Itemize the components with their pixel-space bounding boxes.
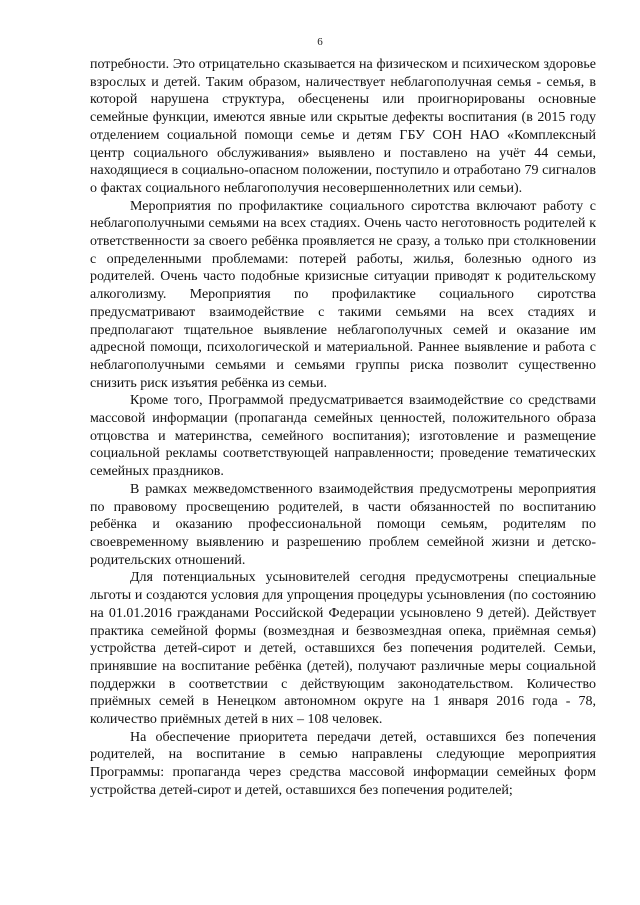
paragraph-media-cooperation: Кроме того, Программой предусматривается взаимодействие со средствами массовой информации (пропаганда семейных ценностей, положительного образа отцовства и материнства, семейного воспитания); изготовление и размещение социальной рекламы соответствующей направленности; проведение тематических семейных праздников. [90, 393, 596, 480]
paragraph-legal-education: В рамках межведомственного взаимодействия предусмотрены мероприятия по правовому просвещению родителей, в части обязанностей по воспитанию ребёнка и оказанию профессиональной помощи семьям, родителям по своевременному выявлению и разрешению проблем семейной жизни и детско-родительских отношений. [90, 481, 596, 568]
page-number: 6 [317, 36, 323, 48]
document-body [90, 56, 596, 800]
paragraph-family-placement-priority: На обеспечение приоритета передачи детей, оставшихся без попечения родителей, на воспитание в семью направлены следующие мероприятия Программы: пропаганда через средства массовой информации семейных форм устройства детей-сирот и детей, оставшихся без попечения родителей; [90, 729, 596, 798]
paragraph-family-dysfunction: потребности. Это отрицательно сказывается на физическом и психическом здоровье взрослых и детей. Таким образом, наличествует неблагополучная семья - семья, в которой нарушена структура, обесценены или проигнорированы основные семейные функции, имеются явные или скрытые дефекты воспитания (в 2015 году отделением социальной помощи семье и детям ГБУ СОН НАО «Комплексный центр социального обслуживания» выявлено и поставлено на учёт 44 семьи, находящиеся в социально-опасном положении, поступило и отработано 79 сигналов о фактах социального неблагополучия несовершеннолетних или семьи). [90, 57, 596, 196]
paragraph-orphanhood-prevention: Мероприятия по профилактике социального сиротства включают работу с неблагополучными семьями на всех стадиях. Очень часто неготовность родителей к ответственности за своего ребёнка проявляется не сразу, а только при столкновении с определенными проблемами: потерей работы, жилья, болезнью одного из родителей. Очень часто подобные кризисные ситуации приводят к родительскому алкоголизму. Мероприятия по профилактике социального сиротства предусматривают взаимодействие с такими семьями на всех стадиях и предполагают тщательное выявление неблагополучных семей и оказание им адресной помощи, психологической и материальной. Раннее выявление и работа с неблагополучными семьями и семьями группы риска позволит существенно снизить риск изъятия ребёнка из семьи. [90, 198, 596, 391]
paragraph-adoption-support: Для потенциальных усыновителей сегодня предусмотрены специальные льготы и создаются условия для упрощения процедуры усыновления (по состоянию на 01.01.2016 гражданами Российской Федерации усыновлено 9 детей). Действует практика семейной формы (возмездная и безвозмездная опека, приёмная семья) устройства детей-сирот и детей, оставшихся без попечения родителей. Семьи, принявшие на воспитание ребёнка (детей), получают различные меры социальной поддержки в соответствии с действующим законодательством. Количество приёмных семей в Ненецком автономном округе на 1 января 2016 года - 78, количество приёмных детей в них – 108 человек. [90, 570, 596, 728]
